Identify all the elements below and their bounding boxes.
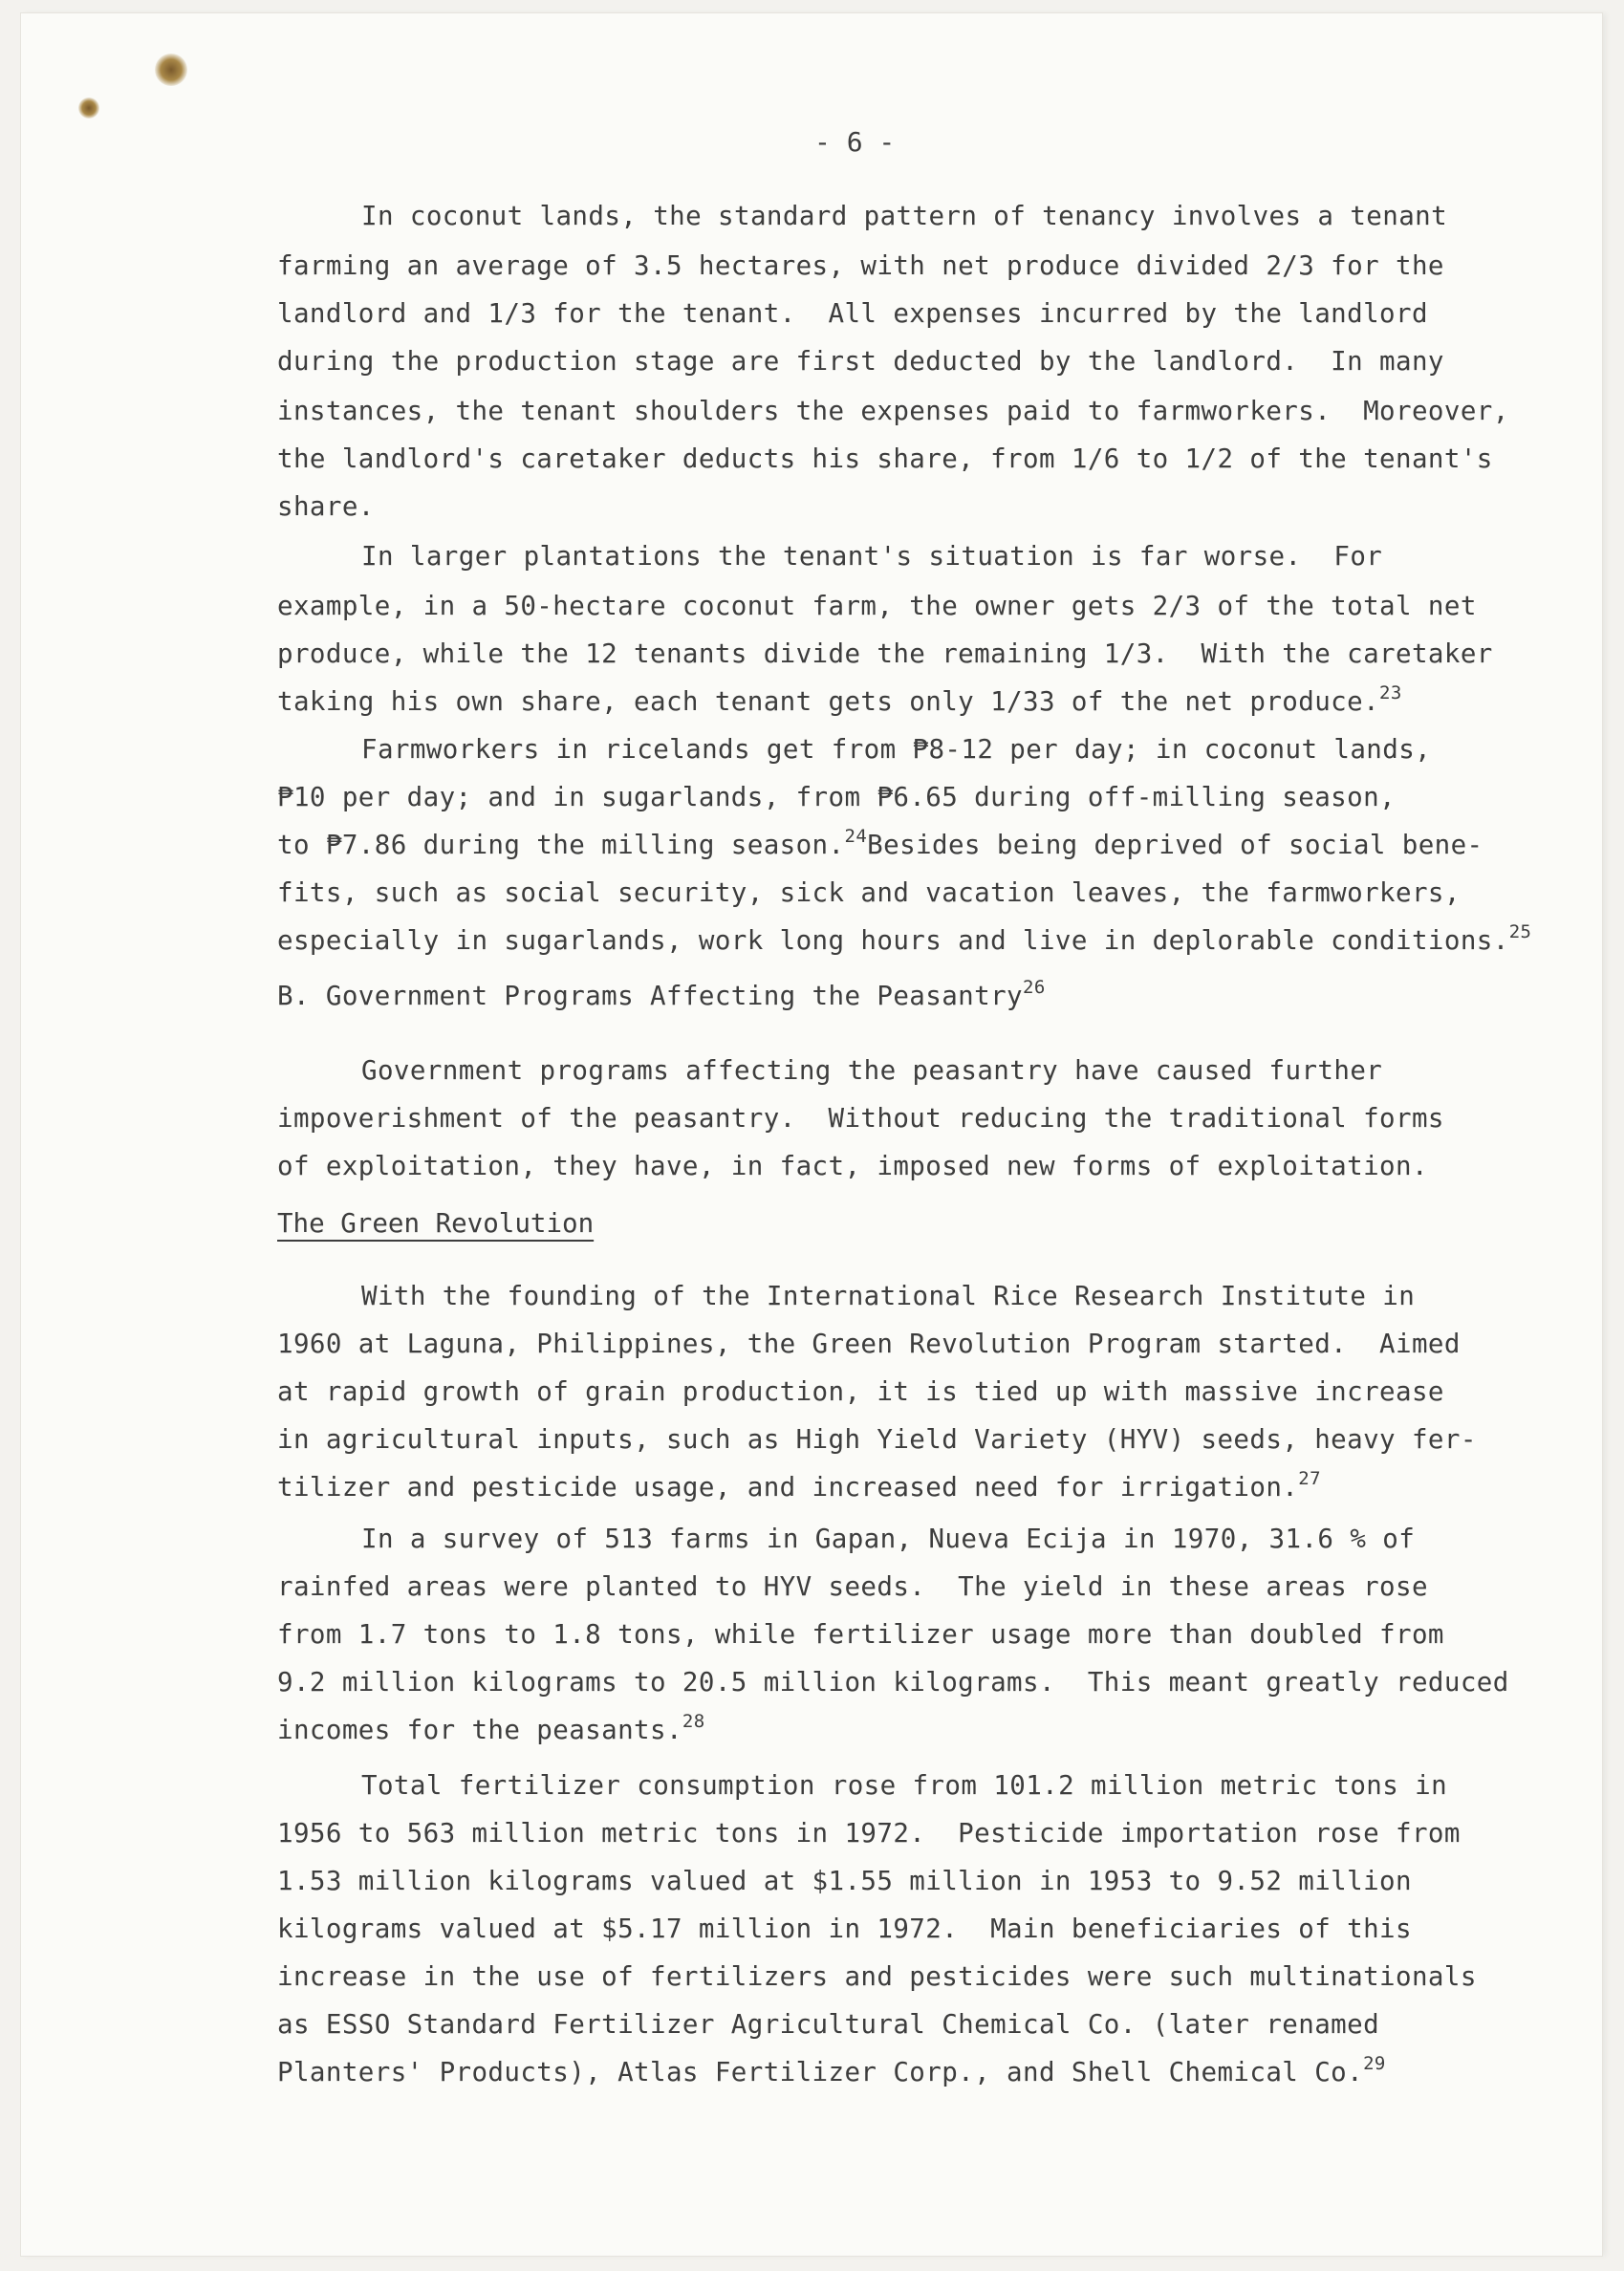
text-line: 9.2 million kilograms to 20.5 million kilograms. This meant greatly reduced [277,1667,1509,1698]
text-span: Besides being deprived of social bene- [867,830,1483,860]
text-line [277,1711,705,1745]
text-line: With the founding of the International Rice Research Institute in [361,1281,1416,1311]
text-line: of exploitation, they have, in fact, imposed new forms of exploitation. [277,1151,1428,1181]
footnote-ref: 29 [1363,2053,1386,2074]
text-line: ₱10 per day; and in sugarlands, from ₱6.65 during off-milling season, [277,782,1396,812]
section-heading-text: B. Government Programs Affecting the Peasantry [277,981,1023,1011]
text-line [277,2053,1386,2087]
text-line: as ESSO Standard Fertilizer Agricultural Chemical Co. (later renamed [277,2009,1380,2040]
text-span: Planters' Products), Atlas Fertilizer Corp., and Shell Chemical Co. [277,2057,1364,2087]
text-span: to ₱7.86 during the milling season. [277,830,845,860]
rust-stain-mark [78,97,99,119]
document-page [21,13,1602,2256]
text-line: 1956 to 563 million metric tons in 1972. Pesticide importation rose from [277,1818,1461,1849]
text-line: at rapid growth of grain production, it is tied up with massive increase [277,1376,1444,1407]
text-line: Farmworkers in ricelands get from ₱8-12 per day; in coconut lands, [361,734,1432,765]
text-line: farming an average of 3.5 hectares, with net produce divided 2/3 for the [277,250,1444,281]
text-line: 1.53 million kilograms valued at $1.55 million in 1953 to 9.52 million [277,1866,1412,1896]
text-line: Government programs affecting the peasantry have caused further [361,1055,1383,1086]
text-line: In coconut lands, the standard pattern of tenancy involves a tenant [361,201,1448,231]
text-line: instances, the tenant shoulders the expenses paid to farmworkers. Moreover, [277,396,1509,426]
text-line [277,1468,1321,1503]
text-line: 1960 at Laguna, Philippines, the Green Revolution Program started. Aimed [277,1329,1461,1359]
text-line: kilograms valued at $5.17 million in 1972. Main beneficiaries of this [277,1914,1412,1944]
text-line: impoverishment of the peasantry. Without reducing the traditional forms [277,1103,1444,1134]
text-line: fits, such as social security, sick and vacation leaves, the farmworkers, [277,877,1461,908]
text-line: In a survey of 513 farms in Gapan, Nueva Ecija in 1970, 31.6 % of [361,1524,1416,1554]
text-span: especially in sugarlands, work long hours and live in deplorable conditions. [277,925,1509,956]
text-line: in agricultural inputs, such as High Yield Variety (HYV) seeds, heavy fer- [277,1424,1477,1455]
text-line: example, in a 50-hectare coconut farm, the owner gets 2/3 of the total net [277,591,1477,621]
text-line [277,921,1532,956]
text-line: rainfed areas were planted to HYV seeds. The yield in these areas rose [277,1571,1428,1602]
text-line: In larger plantations the tenant's situation is far worse. For [361,541,1383,572]
text-span: incomes for the peasants. [277,1715,682,1745]
footnote-ref: 23 [1379,682,1402,703]
footnote-ref: 26 [1023,977,1046,998]
section-heading [277,977,1046,1011]
text-line [277,682,1402,717]
text-line: Total fertilizer consumption rose from 101.2 million metric tons in [361,1770,1448,1801]
rust-stain-mark [155,54,187,86]
text-line: increase in the use of fertilizers and pesticides were such multinationals [277,1961,1477,1992]
text-span: tilizer and pesticide usage, and increased need for irrigation. [277,1472,1299,1503]
text-line: the landlord's caretaker deducts his share, from 1/6 to 1/2 of the tenant's [277,443,1493,474]
subheading-green-revolution: The Green Revolution [277,1208,595,1239]
footnote-ref: 28 [682,1711,705,1732]
footnote-ref: 27 [1298,1468,1321,1489]
text-line: landlord and 1/3 for the tenant. All expenses incurred by the landlord [277,298,1428,329]
page-number: - 6 - [814,126,896,158]
text-line: share. [277,491,375,522]
text-line: produce, while the 12 tenants divide the remaining 1/3. With the caretaker [277,638,1493,669]
text-span: taking his own share, each tenant gets only 1/33 of the net produce. [277,686,1380,717]
text-line: from 1.7 tons to 1.8 tons, while fertilizer usage more than doubled from [277,1619,1444,1650]
text-line [277,826,1483,860]
text-line: during the production stage are first deducted by the landlord. In many [277,346,1444,377]
footnote-ref: 25 [1508,921,1532,942]
footnote-ref: 24 [844,826,868,847]
